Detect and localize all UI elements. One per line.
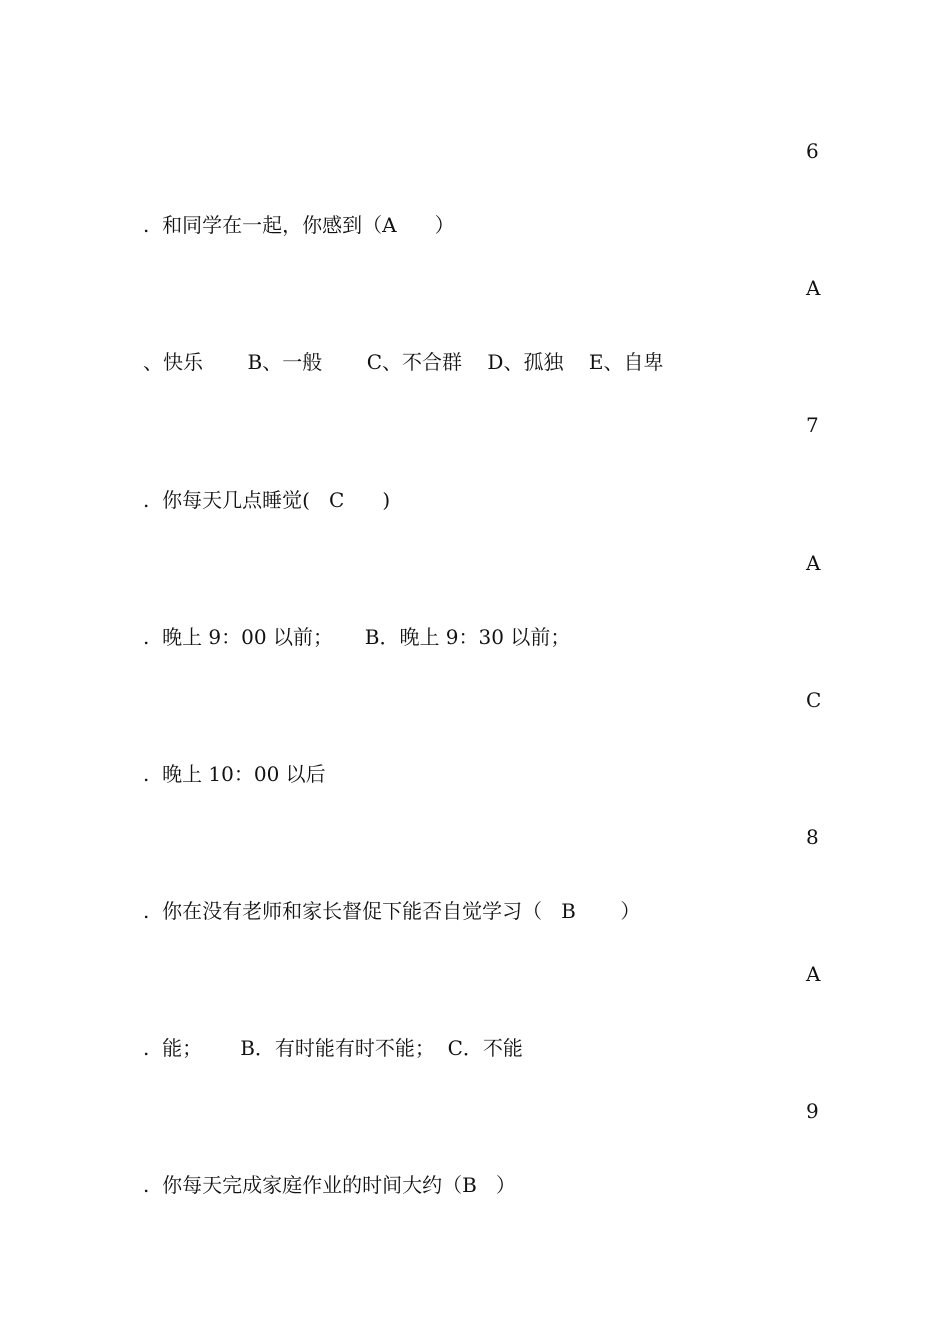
question-9-text: . 你每天完成家庭作业的时间大约（B ）	[143, 1173, 516, 1197]
question-number-8: 8	[806, 825, 819, 849]
question-7-option-c: . 晚上 10：00 以后	[143, 762, 326, 786]
option-marker-a: A	[806, 551, 821, 575]
question-6-options: 、快乐 B、一般 C、不合群 D、孤独 E、自卑	[143, 350, 664, 374]
option-marker-a: A	[806, 276, 821, 300]
question-number-9: 9	[806, 1099, 819, 1123]
question-6-text: . 和同学在一起，你感到（A ）	[143, 213, 455, 237]
option-marker-c: C	[806, 688, 822, 712]
question-7-text: . 你每天几点睡觉( C )	[143, 488, 391, 512]
question-number-6: 6	[806, 139, 819, 163]
question-8-text: . 你在没有老师和家长督促下能否自觉学习（ B ）	[143, 899, 641, 923]
question-8-options: . 能； B．有时能有时不能； C．不能	[143, 1036, 523, 1060]
option-marker-a: A	[806, 962, 821, 986]
question-number-7: 7	[806, 413, 819, 437]
question-7-options-ab: . 晚上 9：00 以前； B．晚上 9：30 以前；	[143, 625, 571, 649]
